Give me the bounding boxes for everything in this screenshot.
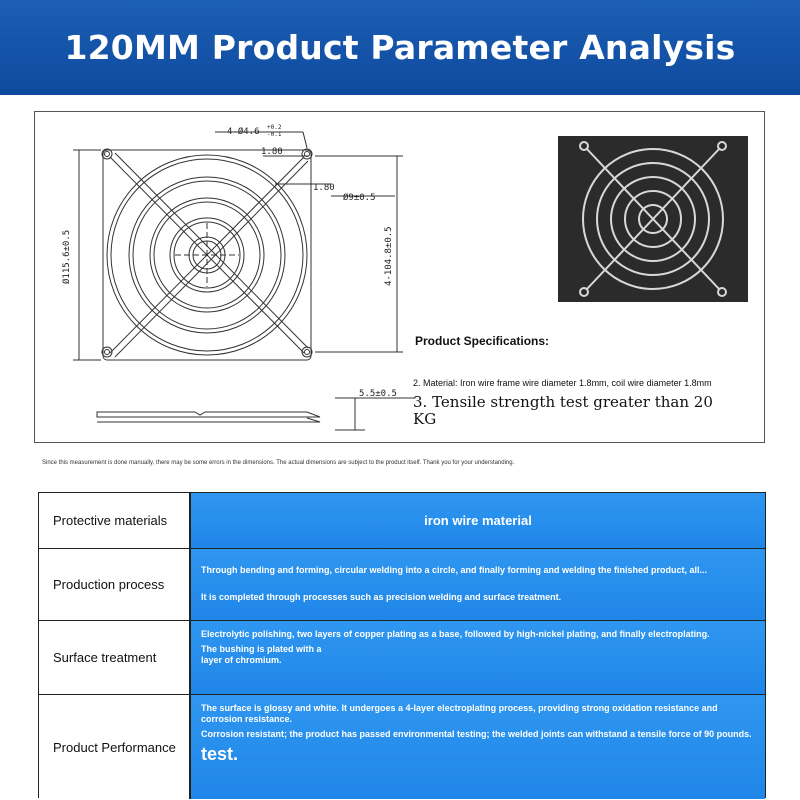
dim-holes-tol-bottom: -0.1	[267, 131, 282, 138]
dim-height: Ø115.6±0.5	[62, 229, 72, 284]
spec-tensile: 3. Tensile strength test greater than 20 KG	[413, 393, 713, 428]
dim-depth: 5.5±0.5	[359, 389, 397, 399]
page-title: 120MM Product Parameter Analysis	[64, 28, 736, 67]
row-content	[191, 621, 765, 694]
header-banner	[0, 0, 800, 95]
row-content	[191, 549, 765, 620]
row-content	[191, 493, 765, 548]
row-label: Surface treatment	[39, 621, 191, 694]
table-row	[39, 695, 765, 799]
row-text: The surface is glossy and white. It undergoes a 4-layer electroplating process, providing strong oxidation resistance and corrosion resistance.	[201, 703, 718, 724]
table-row	[39, 621, 765, 695]
dim-holes-label: 4-Ø4.6	[227, 127, 260, 137]
row-text: test.	[201, 744, 239, 764]
spec-panel	[34, 111, 765, 443]
measurement-disclaimer: Since this measurement is done manually, there may be some errors in the dimensions. The actual dimensions are subject to the product itself. Thank you for your understanding.	[42, 460, 515, 466]
fan-guard-photo-icon	[558, 136, 748, 302]
row-label: Production process	[39, 549, 191, 620]
row-text: iron wire material	[424, 513, 532, 528]
row-text: Electrolytic polishing, two layers of copper plating as a base, followed by high-nickel plating, and finally electroplating.	[201, 629, 710, 639]
row-label: Product Performance	[39, 695, 191, 799]
parameter-table	[38, 492, 766, 798]
row-content	[191, 695, 765, 799]
row-text: Through bending and forming, circular welding into a circle, and finally forming and welding the finished product, all...	[201, 565, 708, 575]
row-text: Corrosion resistant; the product has passed environmental testing; the welded joints can withstand a tensile force of 90 pounds.	[201, 729, 752, 739]
spec-title: Product Specifications:	[415, 334, 550, 348]
spec-material: 2. Material: Iron wire frame wire diameter 1.8mm, coil wire diameter 1.8mm	[413, 378, 712, 388]
row-text: The bushing is plated with a layer of chromium.	[201, 644, 322, 665]
dim-center: Ø9±0.5	[343, 193, 376, 203]
row-text: It is completed through processes such as precision welding and surface treatment.	[201, 592, 562, 602]
product-photo	[558, 136, 748, 302]
dim-wire-right: 1.80	[313, 183, 335, 193]
table-row	[39, 549, 765, 621]
dim-wire-top: 1.80	[261, 147, 283, 157]
dim-holes-tol-top: +0.2	[267, 124, 282, 131]
dim-hole-pitch: 4-104.8±0.5	[384, 226, 394, 286]
table-row	[39, 493, 765, 549]
row-label: Protective materials	[39, 493, 191, 548]
